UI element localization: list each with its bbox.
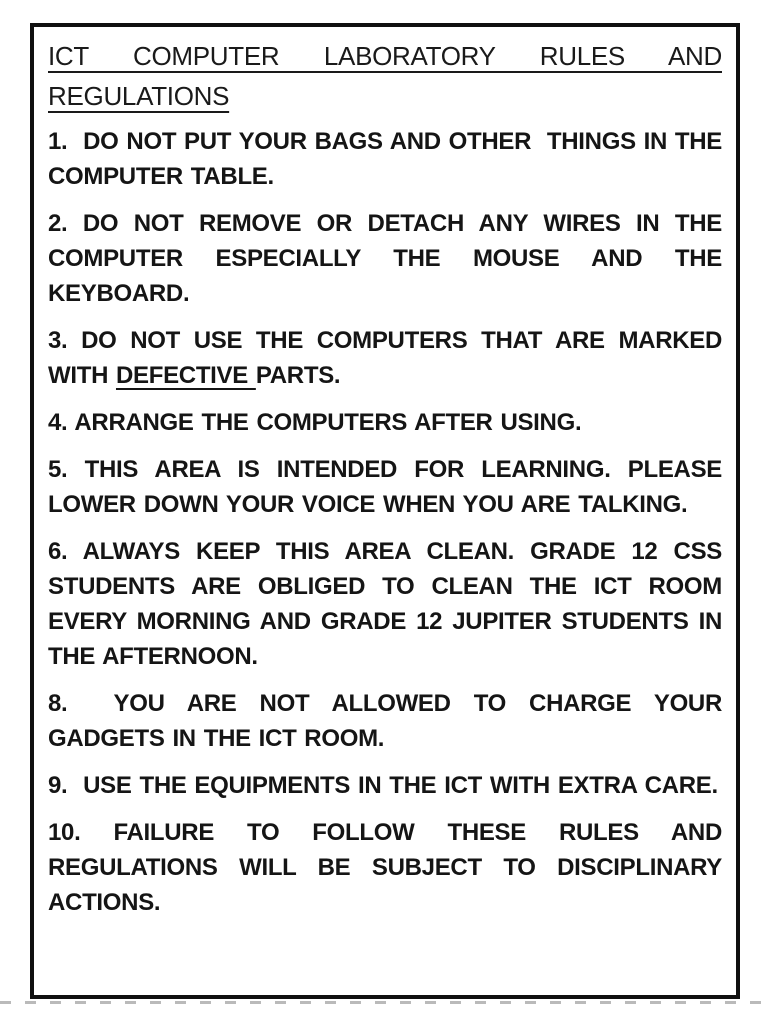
rule-item-10: 10. FAILURE TO FOLLOW THESE RULES AND REGULATIONS WILL BE SUBJECT TO DISCIPLINARY ACTIONS.: [48, 819, 722, 916]
rule-item-1: 1. DO NOT PUT YOUR BAGS AND OTHER THINGS IN THE COMPUTER TABLE.: [48, 128, 723, 190]
rule-3-underlined-word: DEFECTIVE: [115, 362, 256, 389]
document-title: [48, 36, 722, 116]
rule-item-3: [48, 323, 722, 393]
rule-3-prefix: 3. DO NOT USE THE COMPUTERS THAT ARE MARKED WITH: [48, 327, 722, 389]
rule-item-6: 6. ALWAYS KEEP THIS AREA CLEAN. GRADE 12 CSS STUDENTS ARE OBLIGED TO CLEAN THE ICT ROOM EVERY MORNING AND GRADE 12 JUPITER STUDENTS IN THE AFTERNOON.: [48, 538, 722, 670]
rule-item-2: 2. DO NOT REMOVE OR DETACH ANY WIRES IN THE COMPUTER ESPECIALLY THE MOUSE AND THE KEYBOARD.: [48, 210, 722, 307]
rule-item-5: 5. THIS AREA IS INTENDED FOR LEARNING. PLEASE LOWER DOWN YOUR VOICE WHEN YOU ARE TALKING.: [48, 456, 722, 518]
rules-box: [30, 23, 740, 999]
rule-item-8: 8. YOU ARE NOT ALLOWED TO CHARGE YOUR GADGETS IN THE ICT ROOM.: [48, 690, 722, 752]
document-title-line-2: REGULATIONS: [48, 81, 230, 111]
page-break-dashed-line: [0, 1001, 768, 1004]
rule-item-4: 4. ARRANGE THE COMPUTERS AFTER USING.: [48, 409, 582, 436]
rule-3-suffix: PARTS.: [255, 362, 341, 389]
document-title-line-1: ICT COMPUTER LABORATORY RULES AND: [48, 41, 722, 71]
rule-item-9: 9. USE THE EQUIPMENTS IN THE ICT WITH EXTRA CARE.: [48, 772, 718, 799]
